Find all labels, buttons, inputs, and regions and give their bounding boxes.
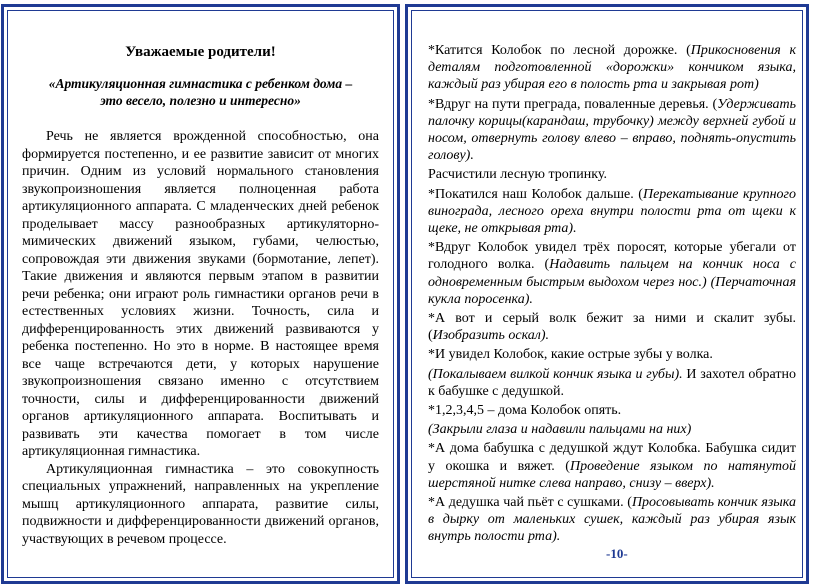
item-text: *Вдруг на пути преграда, поваленные деревья. (: [428, 96, 718, 112]
item-instruction: Изобразить оскал).: [432, 328, 550, 344]
item-text: *А дедушка чай пьёт с сушками. (: [428, 495, 632, 511]
greeting-heading: Уважаемые родители!: [125, 44, 276, 60]
exercise-item: [428, 494, 796, 546]
item-instruction: Проведение языком по натянутой шерстяной нитке слева направо, снизу – вверх).: [428, 458, 796, 491]
item-instruction: (Покалываем вилкой кончик языка и губы).: [428, 366, 683, 382]
item-instruction: Удерживать палочку корицы(карандаш, трубочку) между верхней губой и носом, отвернуть голову влево – вправо, поднять-опустить голову).: [428, 96, 796, 164]
item-text: Расчистили лесную тропинку.: [428, 167, 607, 183]
item-text: *А дома бабушка с дедушкой ждут Колобка. Бабушка сидит у окошка и вяжет. (: [428, 441, 796, 474]
exercise-item: [428, 239, 796, 308]
exercise-item: [428, 421, 796, 438]
definition-paragraph: Артикуляционная гимнастика – это совокупность специальных упражнений, направленных на укрепление мышц артикуляционного аппарата, развитие силы, подвижности и дифференцированности движений органов, участвующих в речевом процессе.: [22, 461, 379, 547]
item-text: *А вот и серый волк бежит за ними и скалит зубы. (: [428, 311, 796, 344]
subtitle-line-2: это весело, полезно и интересно»: [100, 93, 301, 108]
item-text-after: И захотел обратно к бабушке с дедушкой.: [428, 366, 796, 399]
exercise-item: [428, 346, 796, 363]
item-text: *1,2,3,4,5 – дома Колобок опять.: [428, 403, 622, 419]
exercise-item: [428, 42, 796, 94]
item-text: *Катится Колобок по лесной дорожке. (: [428, 43, 691, 58]
exercise-item: [428, 366, 796, 400]
right-panel: [405, 4, 809, 584]
item-instruction: Надавить пальцем на кончик носа с одновременным быстрым выдохом через нос.) (Перчаточная кукла поросенка).: [428, 257, 796, 307]
intro-paragraph: Речь не является врожденной способностью, она формируется постепенно, и ее развитие зависит от многих причин. Одним из условий нормального становления звукопроизношения является полноценная работа артикуляционного аппарата. С младенческих дней ребенок проделывает массу разнообразных артикуляторно-мимических движений языком, губами, челюстью, сопровождая эти движения звуками (бормотание, лепет). Такие движения и являются первым этапом в развитии речи ребенка; они играют роль гимнастики органов речи в естественных условиях жизни. Точность, сила и дифференцированность этих движений развиваются у ребенка постепенно. Но это в норме. В настоящее время все чаще встречаются дети, у которых нарушение звукопроизношения связано именно с отсутствием точности, силы и дифференцированности движений органов артикуляционного аппарата. Воспитывать и развивать эти качества помогает в том числе артикуляционная гимнастика.: [22, 129, 379, 459]
exercise-item: [428, 186, 796, 238]
item-text: *И увидел Колобок, какие острые зубы у волка.: [428, 347, 713, 363]
item-instruction: Прикосновения к деталям подготовленной «дорожки» кончиком языка, каждый раз убирая его в полость рта и закрывая рот): [428, 43, 796, 93]
article-subtitle: [22, 75, 379, 109]
subtitle-line-1: «Артикуляционная гимнастика с ребенком дома –: [48, 76, 353, 91]
exercise-item: [428, 440, 796, 492]
exercise-list: [408, 7, 806, 546]
exercise-item: [428, 310, 796, 344]
item-instruction: Просовывать кончик языка в дырку от маленьких сушек, каждый раз убирая язык внутрь полости рта).: [428, 495, 796, 545]
item-instruction: Перекатывание крупного винограда, лесного ореха внутри полости рта от щеки к щеке, не открывая рта).: [428, 186, 796, 237]
item-text: *Вдруг Колобок увидел трёх поросят, которые убегали от голодного волка. (: [428, 240, 796, 273]
exercise-item: [428, 402, 796, 419]
left-panel-content: [4, 7, 397, 548]
item-instruction: (Закрыли глаза и надавили пальцами на них): [428, 422, 692, 438]
item-text: *Покатился наш Колобок дальше. (: [428, 186, 643, 202]
left-panel: [1, 4, 400, 584]
page-number: -10-: [606, 546, 628, 561]
exercise-item: [428, 96, 796, 165]
exercise-item: [428, 166, 796, 183]
